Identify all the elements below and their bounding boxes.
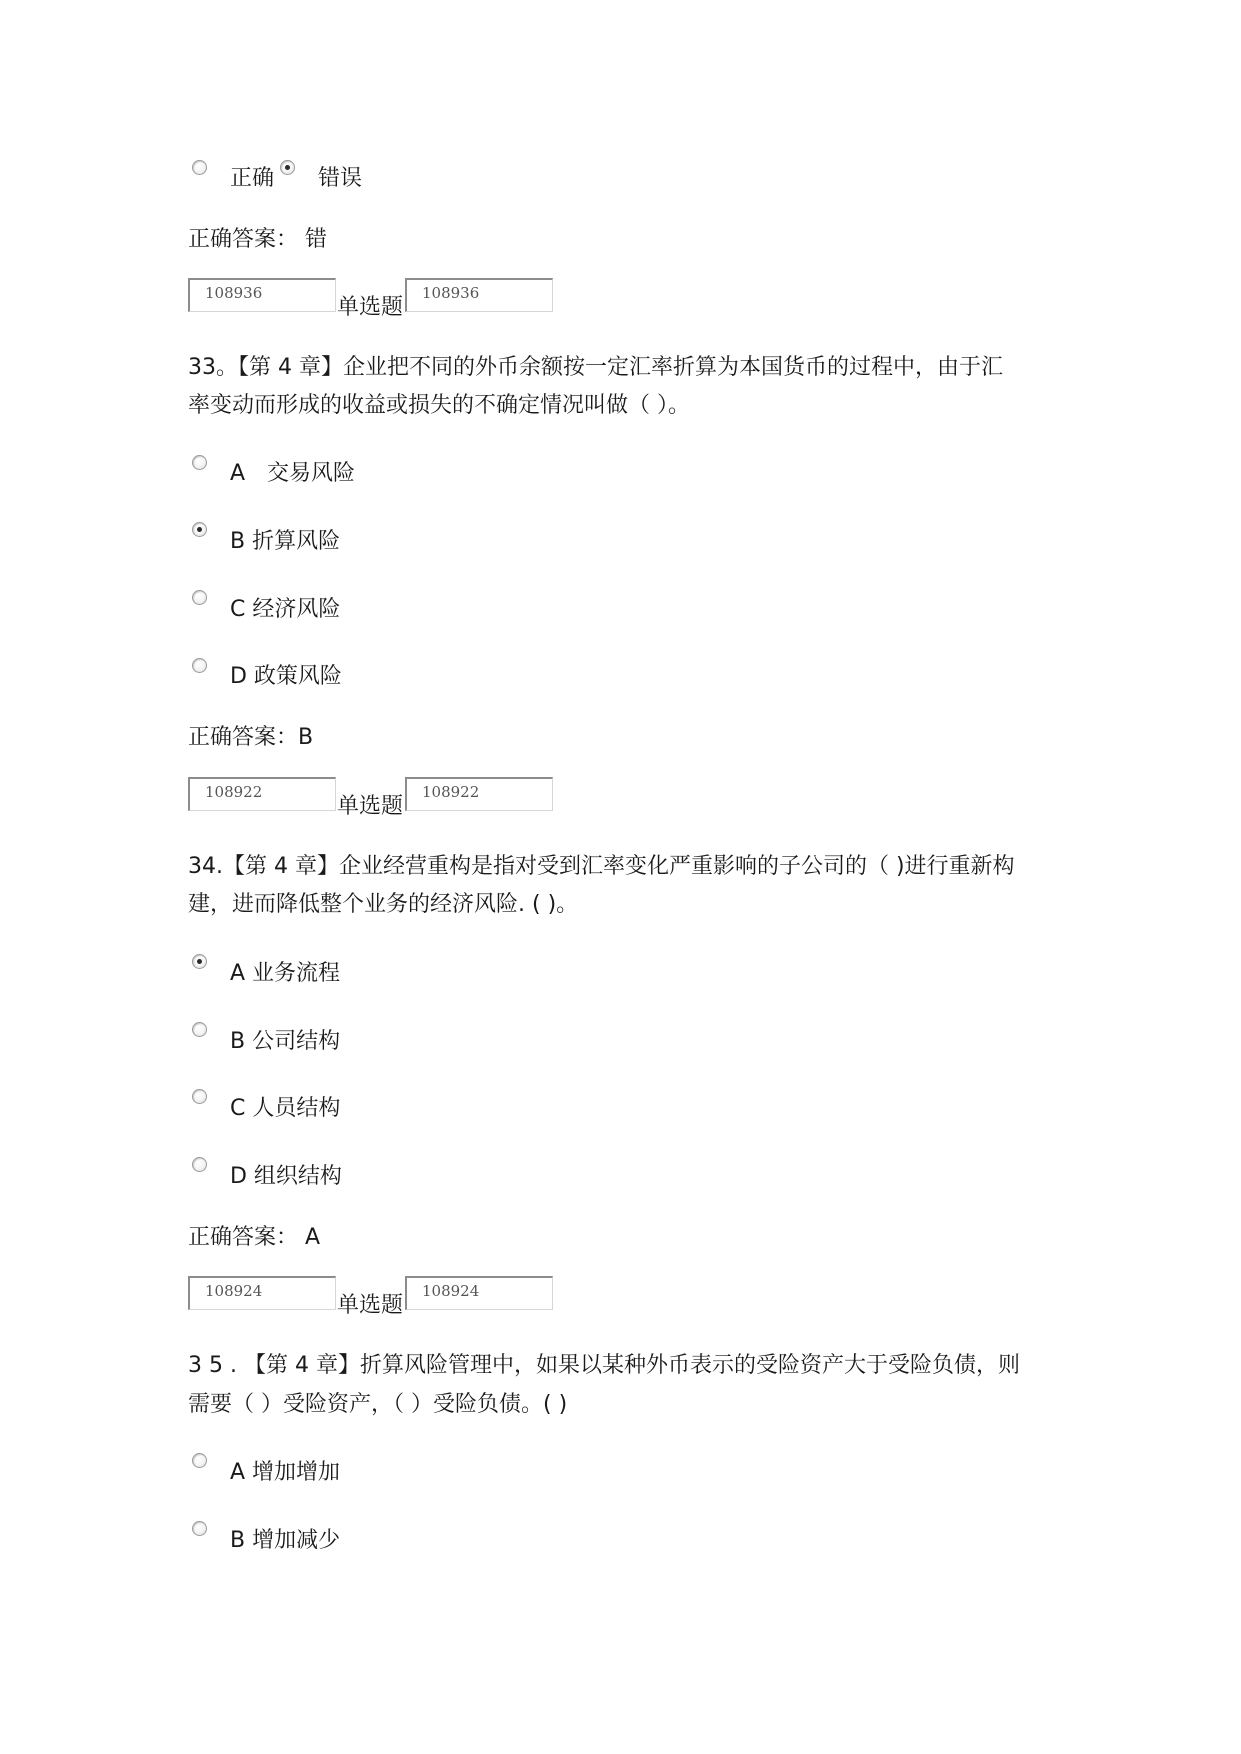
- question-id-input[interactable]: 108924: [405, 1276, 553, 1310]
- radio-option-b[interactable]: [192, 522, 207, 537]
- correct-answer: 正确答案：B: [188, 725, 314, 750]
- question-text: 率变动而形成的收益或损失的不确定情况叫做（ ）。: [188, 393, 690, 418]
- radio-option-d[interactable]: [192, 658, 207, 673]
- option-a-label: A 增加增加: [230, 1460, 341, 1485]
- radio-option-a[interactable]: [192, 455, 207, 470]
- option-correct-label: 正确: [230, 166, 275, 191]
- radio-option-b[interactable]: [192, 1521, 207, 1536]
- question-id-input[interactable]: 108922: [405, 777, 553, 811]
- question-type-label: 单选题: [337, 794, 404, 819]
- option-d-label: D 组织结构: [230, 1164, 342, 1189]
- radio-option-c[interactable]: [192, 1089, 207, 1104]
- question-type-label: 单选题: [337, 1293, 404, 1318]
- question-id-input[interactable]: 108922: [188, 777, 336, 811]
- correct-answer: 正确答案： A: [188, 1225, 321, 1250]
- option-b-label: B 增加减少: [230, 1528, 341, 1553]
- option-b-label: B 折算风险: [230, 529, 341, 554]
- question-text: 34.【第 4 章】企业经营重构是指对受到汇率变化严重影响的子公司的（ )进行重新构: [188, 854, 1015, 879]
- radio-option-b[interactable]: [192, 1022, 207, 1037]
- correct-answer: 正确答案： 错: [188, 227, 327, 252]
- option-b-label: B 公司结构: [230, 1029, 341, 1054]
- radio-option-a[interactable]: [192, 954, 207, 969]
- radio-option-d[interactable]: [192, 1157, 207, 1172]
- radio-correct[interactable]: [192, 160, 207, 175]
- option-d-label: D 政策风险: [230, 664, 342, 689]
- radio-wrong[interactable]: [280, 160, 295, 175]
- radio-option-a[interactable]: [192, 1453, 207, 1468]
- question-text: 建，进而降低整个业务的经济风险. ( )。: [188, 892, 579, 917]
- option-a-label: A 业务流程: [230, 961, 341, 986]
- option-wrong-label: 错误: [318, 166, 363, 191]
- question-text: 需要（ ）受险资产，（ ）受险负债。( ): [188, 1392, 568, 1417]
- question-id-input[interactable]: 108936: [405, 278, 553, 312]
- option-a-label: A 交易风险: [230, 461, 356, 486]
- option-c-label: C 经济风险: [230, 597, 341, 622]
- question-id-input[interactable]: 108936: [188, 278, 336, 312]
- question-text: 33。【第 4 章】企业把不同的外币余额按一定汇率折算为本国货币的过程中，由于汇: [188, 355, 1003, 380]
- radio-option-c[interactable]: [192, 590, 207, 605]
- question-text: 3 5 . 【第 4 章】折算风险管理中，如果以某种外币表示的受险资产大于受险负债，则: [188, 1353, 1020, 1378]
- question-id-input[interactable]: 108924: [188, 1276, 336, 1310]
- option-c-label: C 人员结构: [230, 1096, 341, 1121]
- question-type-label: 单选题: [337, 295, 404, 320]
